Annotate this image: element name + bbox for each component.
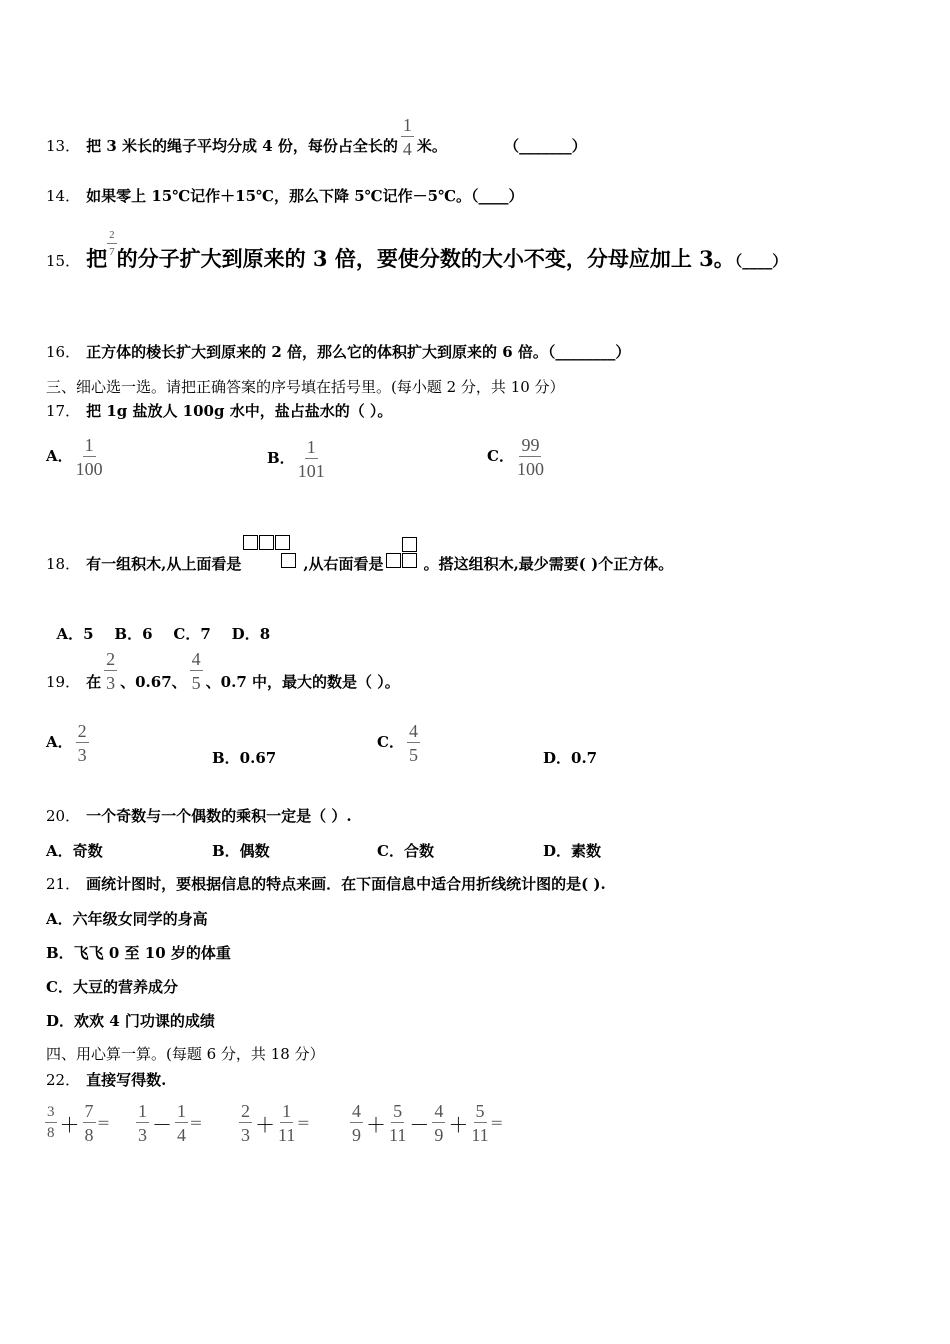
fraction (175, 1102, 188, 1144)
equals-sign: ＝ (96, 1117, 111, 1132)
question-17 (46, 401, 392, 421)
fraction (298, 438, 325, 480)
fraction (136, 1102, 149, 1144)
question-number: 19． (46, 673, 81, 691)
option-label: A．六年级女同学的身高 (46, 910, 208, 928)
operator: ＋ (255, 1114, 275, 1137)
question-number: 14． (46, 187, 81, 205)
numerator: 2 (241, 1101, 250, 1121)
question-16 (46, 342, 630, 362)
option-d[interactable] (543, 840, 601, 861)
option-label: C．合数 (377, 842, 434, 860)
operator: ＋ (448, 1114, 469, 1137)
fraction (190, 650, 203, 692)
question-number: 16． (46, 343, 81, 361)
question-19 (46, 650, 400, 692)
question-text-end: 。搭这组积木,最少需要( )个正方体。 (423, 555, 674, 573)
operator: ＋ (59, 1114, 80, 1137)
section-heading-4 (46, 1044, 325, 1064)
option-c[interactable] (46, 976, 178, 997)
fraction (407, 722, 420, 764)
expression-1 (44, 1102, 111, 1144)
question-13 (46, 115, 587, 168)
fraction (83, 1102, 96, 1144)
equals-sign: ＝ (296, 1117, 311, 1132)
denominator: 7 (109, 246, 115, 258)
numerator: 1 (282, 1101, 292, 1121)
question-number: 15． (46, 252, 81, 270)
numerator: 99 (521, 435, 540, 455)
option-label: B．0.67 (212, 749, 277, 767)
fraction (389, 1102, 406, 1144)
numerator: 2 (107, 230, 117, 244)
denominator: 3 (77, 745, 87, 765)
numerator: 2 (77, 721, 87, 741)
denominator: 8 (47, 1125, 55, 1141)
question-text: 如果零上 15℃记作＋15℃，那么下降 5℃记作－5℃。（____） (86, 187, 524, 205)
block-cell (402, 553, 417, 568)
numerator: 1 (306, 437, 316, 457)
numerator: 1 (138, 1101, 147, 1121)
question-text: 在 (86, 673, 102, 691)
option-b[interactable] (46, 942, 231, 963)
block-cell (259, 535, 274, 550)
top-view-diagram (241, 535, 303, 575)
numerator: 5 (475, 1101, 485, 1121)
answer-blank[interactable]: （____） (734, 252, 788, 270)
fraction (278, 1102, 295, 1144)
fraction (401, 116, 414, 158)
denominator: 3 (138, 1125, 147, 1145)
fraction (350, 1102, 363, 1144)
question-20 (46, 806, 352, 826)
expression-4 (349, 1102, 504, 1144)
question-number: 17． (46, 402, 81, 420)
question-text: 正方体的棱长扩大到原来的 2 倍，那么它的体积扩大到原来的 6 倍。（________） (86, 343, 631, 361)
block-cell (402, 537, 417, 552)
option-a[interactable] (46, 840, 103, 861)
option-label: D．欢欢 4 门功课的成绩 (46, 1012, 215, 1030)
fraction (104, 650, 117, 692)
option-label: B．飞飞 0 至 10 岁的体重 (46, 944, 231, 962)
option-a[interactable] (46, 908, 208, 929)
question-text-main: 的分子扩大到原来的 3 倍，要使分数的大小不变，分母应加上 3。 (116, 246, 735, 271)
option-label: C．大豆的营养成分 (46, 978, 178, 996)
denominator: 11 (389, 1125, 407, 1145)
block-cell (243, 535, 258, 550)
question-text: 把 1g 盐放人 100g 水中，盐占盐水的（ ）。 (86, 402, 393, 420)
expression-3 (238, 1102, 310, 1144)
section-title: 三、细心选一选。请把正确答案的序号填在括号里。(每小题 2 分，共 10 分） (46, 378, 565, 396)
numerator: 7 (84, 1101, 94, 1121)
option-b[interactable] (212, 840, 270, 861)
question-number: 13． (46, 137, 81, 155)
question-text: 有一组积木,从上面看是 (86, 555, 242, 573)
denominator: 101 (297, 461, 325, 481)
denominator: 11 (471, 1125, 489, 1145)
option-label: B．偶数 (212, 842, 270, 860)
section-title: 四、用心算一算。(每题 6 分，共 18 分） (46, 1045, 325, 1063)
numerator: 4 (434, 1101, 444, 1121)
option-d[interactable] (46, 1010, 215, 1031)
numerator: 4 (408, 721, 418, 741)
fraction (76, 722, 89, 764)
numerator: 1 (84, 435, 94, 455)
denominator: 3 (241, 1125, 250, 1145)
question-number: 18． (46, 555, 81, 573)
option-d[interactable] (543, 747, 597, 768)
block-cell (275, 535, 290, 550)
question-18-options[interactable] (46, 604, 270, 644)
denominator: 8 (84, 1125, 94, 1145)
fraction (517, 436, 544, 478)
question-text: 直接写得数. (86, 1071, 167, 1089)
block-cell (386, 553, 401, 568)
fraction (45, 1105, 57, 1141)
equals-sign: ＝ (489, 1117, 504, 1132)
denominator: 5 (191, 673, 201, 693)
operator: ＋ (366, 1114, 386, 1137)
numerator: 5 (393, 1101, 403, 1121)
question-number: 21． (46, 875, 81, 893)
question-15 (46, 229, 788, 276)
fraction (471, 1102, 488, 1144)
numerator: 4 (352, 1101, 361, 1121)
option-label: C． (377, 733, 404, 751)
option-label: B． (267, 449, 295, 467)
expression-2 (135, 1102, 203, 1144)
fraction (76, 436, 103, 478)
question-text-mid: 、0.67、 (120, 673, 187, 691)
option-c[interactable] (377, 722, 423, 764)
denominator: 4 (177, 1125, 186, 1145)
question-text-mid: ,从右面看是 (303, 555, 384, 573)
option-a[interactable] (46, 436, 106, 478)
denominator: 5 (408, 745, 418, 765)
option-a[interactable] (46, 722, 92, 764)
option-c[interactable] (377, 840, 434, 861)
option-label: A． (46, 733, 73, 751)
options-text: A．5 B．6 C．7 D．8 (56, 625, 271, 643)
denominator: 100 (75, 459, 103, 479)
option-label: A． (46, 447, 73, 465)
question-number: 22． (46, 1071, 81, 1089)
question-text: 把 3 米长的绳子平均分成 4 份，每份占全长的 (86, 137, 398, 155)
question-18 (46, 545, 673, 585)
option-label: A．奇数 (46, 842, 103, 860)
question-14 (46, 186, 524, 206)
numerator: 1 (177, 1101, 186, 1121)
denominator: 4 (402, 139, 412, 159)
question-21 (46, 874, 606, 894)
equals-sign: ＝ (189, 1117, 203, 1132)
option-c[interactable] (487, 436, 547, 478)
option-label: D．0.7 (543, 749, 598, 767)
answer-blank[interactable]: （_______） (504, 137, 587, 155)
fraction (107, 230, 117, 258)
section-heading-3 (46, 377, 565, 397)
denominator: 9 (352, 1125, 361, 1145)
right-view-diagram (384, 535, 424, 575)
fraction (432, 1102, 445, 1144)
block-cell (281, 553, 296, 568)
option-b[interactable] (212, 747, 276, 768)
option-b[interactable] (267, 438, 328, 480)
question-number: 20． (46, 807, 81, 825)
denominator: 100 (516, 459, 544, 479)
operator: － (409, 1114, 430, 1137)
denominator: 9 (434, 1125, 444, 1145)
numerator: 1 (402, 115, 412, 135)
operator: － (152, 1114, 172, 1137)
question-text: 画统计图时，要根据信息的特点来画．在下面信息中适合用折线统计图的是( ). (86, 875, 606, 893)
option-label: C． (487, 447, 514, 465)
question-22 (46, 1070, 166, 1090)
question-text-end: 、0.7 中，最大的数是（ ）。 (205, 673, 400, 691)
denominator: 11 (278, 1125, 296, 1145)
option-label: D．素数 (543, 842, 602, 860)
question-text: 把 (86, 246, 108, 271)
numerator: 4 (191, 649, 201, 669)
question-text: 一个奇数与一个偶数的乘积一定是（ ）. (86, 807, 352, 825)
fraction (239, 1102, 252, 1144)
numerator: 3 (45, 1105, 57, 1123)
denominator: 3 (106, 673, 116, 693)
question-text-end: 米。 (416, 137, 447, 155)
numerator: 2 (106, 649, 116, 669)
